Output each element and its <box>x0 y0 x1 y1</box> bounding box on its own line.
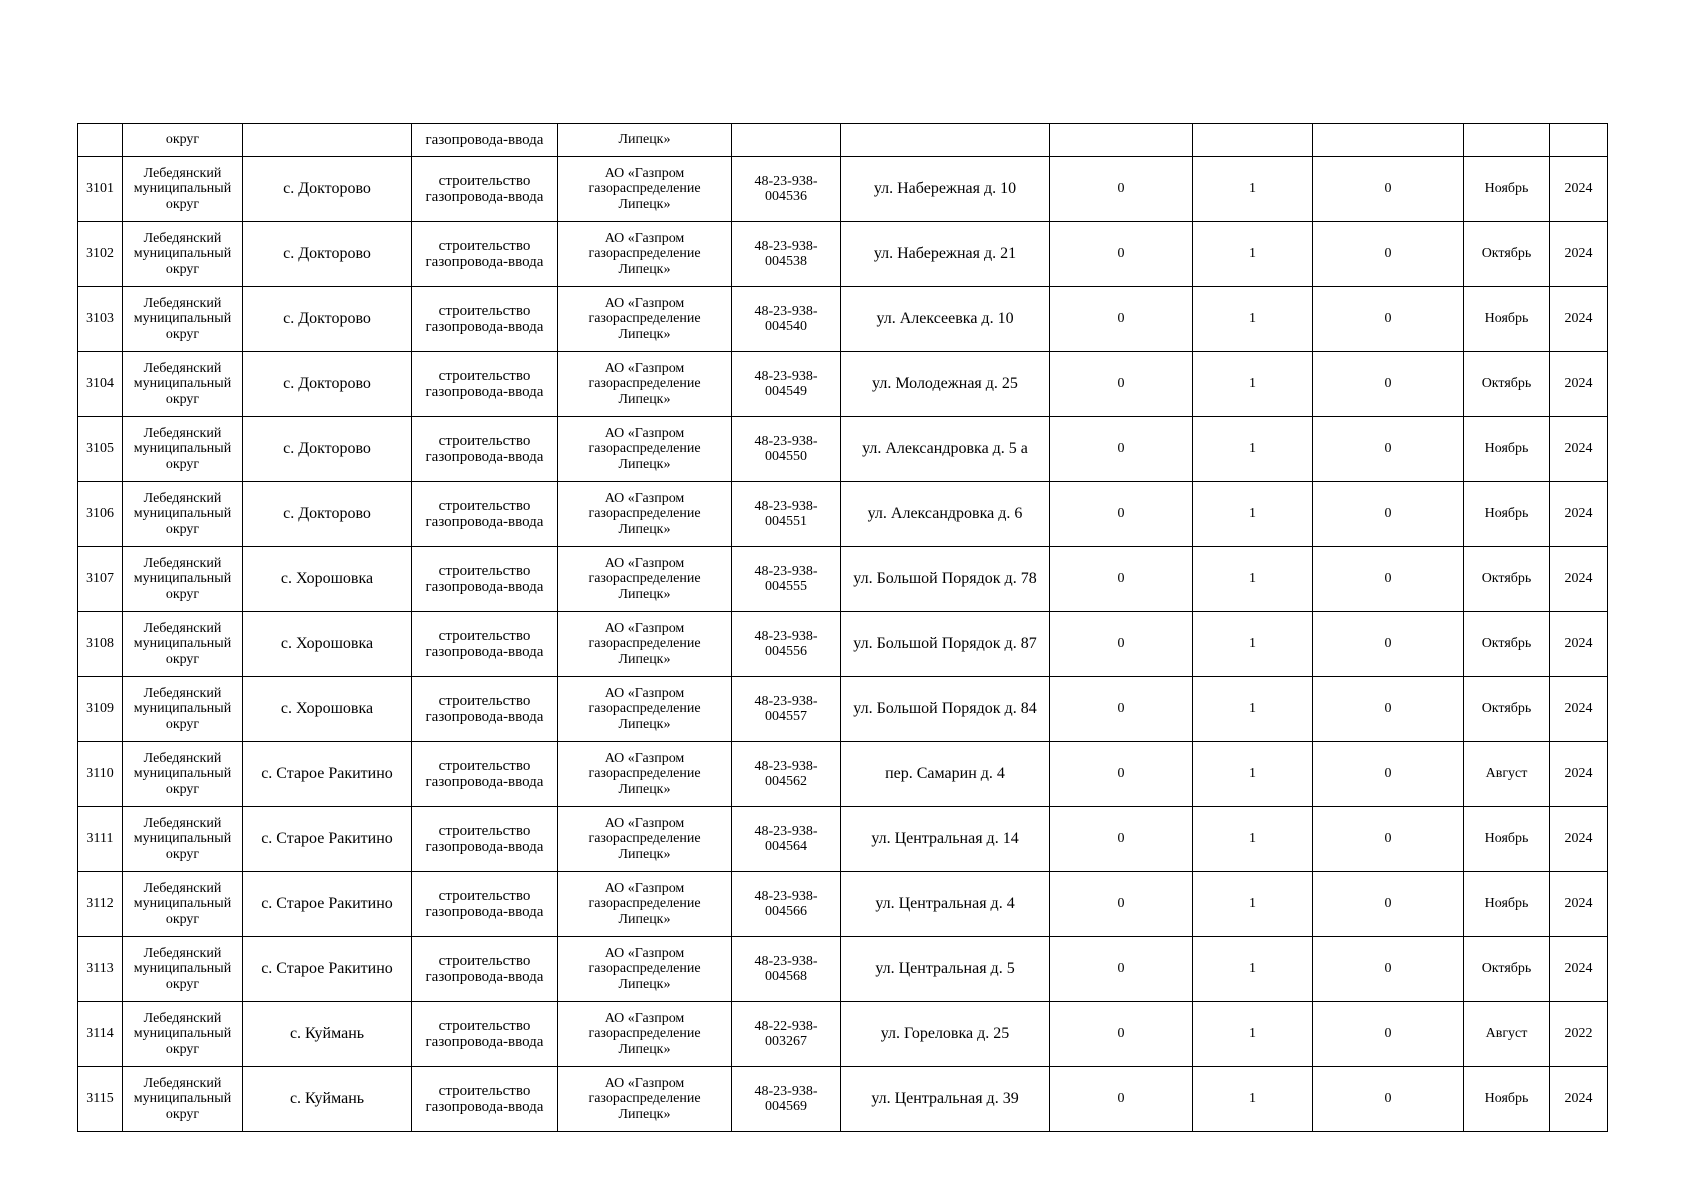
table-row <box>78 417 1608 482</box>
value-2-cell: 1 <box>1193 547 1313 612</box>
work-type-cell: газопровода-ввода <box>412 124 558 157</box>
month-cell: Ноябрь <box>1464 872 1550 937</box>
table-row <box>78 157 1608 222</box>
work-type-cell: строительство газопровода-ввода <box>412 742 558 807</box>
value-1-cell <box>1050 124 1193 157</box>
municipality-cell: Лебедянский муниципальный округ <box>123 807 243 872</box>
value-3-cell: 0 <box>1313 157 1464 222</box>
object-code-cell: 48-23-938-004568 <box>732 937 841 1002</box>
value-1-cell: 0 <box>1050 677 1193 742</box>
address-cell: ул. Центральная д. 14 <box>841 807 1050 872</box>
value-1-cell: 0 <box>1050 482 1193 547</box>
value-2-cell: 1 <box>1193 612 1313 677</box>
value-1-cell: 0 <box>1050 742 1193 807</box>
object-code-cell: 48-23-938-004566 <box>732 872 841 937</box>
locality-cell: с. Куймань <box>243 1002 412 1067</box>
work-type-cell: строительство газопровода-ввода <box>412 482 558 547</box>
locality-cell: с. Хорошовка <box>243 677 412 742</box>
address-cell: ул. Центральная д. 4 <box>841 872 1050 937</box>
value-3-cell: 0 <box>1313 807 1464 872</box>
value-3-cell: 0 <box>1313 482 1464 547</box>
month-cell: Октябрь <box>1464 222 1550 287</box>
address-cell: ул. Набережная д. 10 <box>841 157 1050 222</box>
row-number-cell: 3103 <box>78 287 123 352</box>
work-type-cell: строительство газопровода-ввода <box>412 1067 558 1132</box>
municipality-cell: Лебедянский муниципальный округ <box>123 612 243 677</box>
address-cell: ул. Центральная д. 39 <box>841 1067 1050 1132</box>
organization-cell: АО «Газпром газораспределение Липецк» <box>558 157 732 222</box>
table-row <box>78 352 1608 417</box>
work-type-cell: строительство газопровода-ввода <box>412 352 558 417</box>
value-2-cell: 1 <box>1193 1002 1313 1067</box>
value-1-cell: 0 <box>1050 157 1193 222</box>
work-type-cell: строительство газопровода-ввода <box>412 937 558 1002</box>
table-row <box>78 1002 1608 1067</box>
month-cell: Ноябрь <box>1464 807 1550 872</box>
year-cell: 2022 <box>1550 1002 1608 1067</box>
table-row <box>78 222 1608 287</box>
organization-cell: АО «Газпром газораспределение Липецк» <box>558 807 732 872</box>
address-cell: ул. Большой Порядок д. 78 <box>841 547 1050 612</box>
locality-cell: с. Старое Ракитино <box>243 742 412 807</box>
value-3-cell: 0 <box>1313 1067 1464 1132</box>
year-cell: 2024 <box>1550 287 1608 352</box>
value-1-cell: 0 <box>1050 1067 1193 1132</box>
object-code-cell: 48-23-938-004549 <box>732 352 841 417</box>
locality-cell: с. Докторово <box>243 482 412 547</box>
continuation-row <box>78 124 1608 157</box>
municipality-cell: Лебедянский муниципальный округ <box>123 157 243 222</box>
value-1-cell: 0 <box>1050 872 1193 937</box>
municipality-cell: Лебедянский муниципальный округ <box>123 222 243 287</box>
object-code-cell: 48-23-938-004557 <box>732 677 841 742</box>
table-row <box>78 482 1608 547</box>
value-3-cell: 0 <box>1313 1002 1464 1067</box>
value-2-cell: 1 <box>1193 287 1313 352</box>
locality-cell: с. Докторово <box>243 417 412 482</box>
value-1-cell: 0 <box>1050 547 1193 612</box>
year-cell: 2024 <box>1550 1067 1608 1132</box>
locality-cell: с. Хорошовка <box>243 547 412 612</box>
row-number-cell: 3109 <box>78 677 123 742</box>
municipality-cell: Лебедянский муниципальный округ <box>123 547 243 612</box>
table-row <box>78 742 1608 807</box>
organization-cell: АО «Газпром газораспределение Липецк» <box>558 547 732 612</box>
month-cell: Ноябрь <box>1464 287 1550 352</box>
municipality-cell: Лебедянский муниципальный округ <box>123 1002 243 1067</box>
gasification-table <box>77 123 1608 1132</box>
row-number-cell <box>78 124 123 157</box>
object-code-cell: 48-23-938-004555 <box>732 547 841 612</box>
row-number-cell: 3112 <box>78 872 123 937</box>
month-cell: Август <box>1464 742 1550 807</box>
year-cell: 2024 <box>1550 807 1608 872</box>
locality-cell: с. Докторово <box>243 222 412 287</box>
month-cell: Август <box>1464 1002 1550 1067</box>
month-cell: Октябрь <box>1464 677 1550 742</box>
year-cell: 2024 <box>1550 157 1608 222</box>
work-type-cell: строительство газопровода-ввода <box>412 677 558 742</box>
organization-cell: АО «Газпром газораспределение Липецк» <box>558 352 732 417</box>
address-cell: ул. Гореловка д. 25 <box>841 1002 1050 1067</box>
row-number-cell: 3106 <box>78 482 123 547</box>
object-code-cell: 48-23-938-004550 <box>732 417 841 482</box>
value-2-cell: 1 <box>1193 482 1313 547</box>
organization-cell: АО «Газпром газораспределение Липецк» <box>558 612 732 677</box>
year-cell: 2024 <box>1550 612 1608 677</box>
organization-cell: АО «Газпром газораспределение Липецк» <box>558 937 732 1002</box>
locality-cell <box>243 124 412 157</box>
value-2-cell: 1 <box>1193 157 1313 222</box>
value-2-cell <box>1193 124 1313 157</box>
value-1-cell: 0 <box>1050 287 1193 352</box>
work-type-cell: строительство газопровода-ввода <box>412 807 558 872</box>
municipality-cell: Лебедянский муниципальный округ <box>123 1067 243 1132</box>
organization-cell: АО «Газпром газораспределение Липецк» <box>558 1067 732 1132</box>
address-cell: ул. Алексеевка д. 10 <box>841 287 1050 352</box>
value-3-cell: 0 <box>1313 417 1464 482</box>
work-type-cell: строительство газопровода-ввода <box>412 872 558 937</box>
address-cell: ул. Большой Порядок д. 84 <box>841 677 1050 742</box>
address-cell: ул. Александровка д. 6 <box>841 482 1050 547</box>
year-cell: 2024 <box>1550 222 1608 287</box>
value-1-cell: 0 <box>1050 937 1193 1002</box>
value-2-cell: 1 <box>1193 222 1313 287</box>
object-code-cell: 48-23-938-004564 <box>732 807 841 872</box>
year-cell: 2024 <box>1550 417 1608 482</box>
organization-cell: АО «Газпром газораспределение Липецк» <box>558 417 732 482</box>
value-3-cell: 0 <box>1313 352 1464 417</box>
value-2-cell: 1 <box>1193 807 1313 872</box>
value-3-cell <box>1313 124 1464 157</box>
municipality-cell: Лебедянский муниципальный округ <box>123 482 243 547</box>
object-code-cell: 48-23-938-004569 <box>732 1067 841 1132</box>
work-type-cell: строительство газопровода-ввода <box>412 222 558 287</box>
value-2-cell: 1 <box>1193 872 1313 937</box>
value-3-cell: 0 <box>1313 222 1464 287</box>
value-2-cell: 1 <box>1193 742 1313 807</box>
value-2-cell: 1 <box>1193 677 1313 742</box>
municipality-cell: Лебедянский муниципальный округ <box>123 417 243 482</box>
value-3-cell: 0 <box>1313 937 1464 1002</box>
address-cell: ул. Молодежная д. 25 <box>841 352 1050 417</box>
municipality-cell: Лебедянский муниципальный округ <box>123 742 243 807</box>
object-code-cell: 48-23-938-004536 <box>732 157 841 222</box>
value-1-cell: 0 <box>1050 1002 1193 1067</box>
locality-cell: с. Хорошовка <box>243 612 412 677</box>
organization-cell: АО «Газпром газораспределение Липецк» <box>558 222 732 287</box>
work-type-cell: строительство газопровода-ввода <box>412 612 558 677</box>
organization-cell: АО «Газпром газораспределение Липецк» <box>558 287 732 352</box>
work-type-cell: строительство газопровода-ввода <box>412 1002 558 1067</box>
year-cell: 2024 <box>1550 547 1608 612</box>
row-number-cell: 3114 <box>78 1002 123 1067</box>
organization-cell: АО «Газпром газораспределение Липецк» <box>558 872 732 937</box>
value-1-cell: 0 <box>1050 612 1193 677</box>
organization-cell: АО «Газпром газораспределение Липецк» <box>558 482 732 547</box>
object-code-cell: 48-23-938-004538 <box>732 222 841 287</box>
object-code-cell: 48-23-938-004540 <box>732 287 841 352</box>
year-cell: 2024 <box>1550 937 1608 1002</box>
work-type-cell: строительство газопровода-ввода <box>412 547 558 612</box>
value-1-cell: 0 <box>1050 352 1193 417</box>
table-row <box>78 937 1608 1002</box>
object-code-cell: 48-23-938-004556 <box>732 612 841 677</box>
address-cell <box>841 124 1050 157</box>
value-3-cell: 0 <box>1313 677 1464 742</box>
value-2-cell: 1 <box>1193 937 1313 1002</box>
work-type-cell: строительство газопровода-ввода <box>412 417 558 482</box>
month-cell: Октябрь <box>1464 937 1550 1002</box>
table-row <box>78 872 1608 937</box>
municipality-cell: Лебедянский муниципальный округ <box>123 937 243 1002</box>
locality-cell: с. Докторово <box>243 287 412 352</box>
row-number-cell: 3104 <box>78 352 123 417</box>
organization-cell: АО «Газпром газораспределение Липецк» <box>558 1002 732 1067</box>
municipality-cell: Лебедянский муниципальный округ <box>123 872 243 937</box>
address-cell: ул. Большой Порядок д. 87 <box>841 612 1050 677</box>
locality-cell: с. Старое Ракитино <box>243 872 412 937</box>
value-1-cell: 0 <box>1050 807 1193 872</box>
year-cell: 2024 <box>1550 742 1608 807</box>
table-row <box>78 547 1608 612</box>
object-code-cell: 48-23-938-004551 <box>732 482 841 547</box>
organization-cell: Липецк» <box>558 124 732 157</box>
row-number-cell: 3101 <box>78 157 123 222</box>
locality-cell: с. Докторово <box>243 157 412 222</box>
row-number-cell: 3111 <box>78 807 123 872</box>
value-3-cell: 0 <box>1313 547 1464 612</box>
month-cell: Ноябрь <box>1464 157 1550 222</box>
value-2-cell: 1 <box>1193 1067 1313 1132</box>
locality-cell: с. Докторово <box>243 352 412 417</box>
year-cell <box>1550 124 1608 157</box>
month-cell: Октябрь <box>1464 612 1550 677</box>
row-number-cell: 3108 <box>78 612 123 677</box>
year-cell: 2024 <box>1550 872 1608 937</box>
table-row <box>78 807 1608 872</box>
table-row <box>78 612 1608 677</box>
value-2-cell: 1 <box>1193 352 1313 417</box>
value-1-cell: 0 <box>1050 417 1193 482</box>
municipality-cell: Лебедянский муниципальный округ <box>123 677 243 742</box>
row-number-cell: 3107 <box>78 547 123 612</box>
value-3-cell: 0 <box>1313 612 1464 677</box>
row-number-cell: 3113 <box>78 937 123 1002</box>
row-number-cell: 3105 <box>78 417 123 482</box>
month-cell: Октябрь <box>1464 352 1550 417</box>
month-cell <box>1464 124 1550 157</box>
address-cell: ул. Набережная д. 21 <box>841 222 1050 287</box>
locality-cell: с. Старое Ракитино <box>243 807 412 872</box>
value-2-cell: 1 <box>1193 417 1313 482</box>
table-body <box>78 124 1608 1132</box>
year-cell: 2024 <box>1550 352 1608 417</box>
row-number-cell: 3102 <box>78 222 123 287</box>
value-1-cell: 0 <box>1050 222 1193 287</box>
value-3-cell: 0 <box>1313 742 1464 807</box>
table-row <box>78 287 1608 352</box>
value-3-cell: 0 <box>1313 287 1464 352</box>
object-code-cell: 48-23-938-004562 <box>732 742 841 807</box>
month-cell: Октябрь <box>1464 547 1550 612</box>
year-cell: 2024 <box>1550 482 1608 547</box>
address-cell: ул. Александровка д. 5 а <box>841 417 1050 482</box>
locality-cell: с. Старое Ракитино <box>243 937 412 1002</box>
municipality-cell: округ <box>123 124 243 157</box>
month-cell: Ноябрь <box>1464 1067 1550 1132</box>
organization-cell: АО «Газпром газораспределение Липецк» <box>558 677 732 742</box>
table-row <box>78 1067 1608 1132</box>
locality-cell: с. Куймань <box>243 1067 412 1132</box>
organization-cell: АО «Газпром газораспределение Липецк» <box>558 742 732 807</box>
object-code-cell: 48-22-938-003267 <box>732 1002 841 1067</box>
month-cell: Ноябрь <box>1464 482 1550 547</box>
work-type-cell: строительство газопровода-ввода <box>412 157 558 222</box>
year-cell: 2024 <box>1550 677 1608 742</box>
municipality-cell: Лебедянский муниципальный округ <box>123 287 243 352</box>
address-cell: ул. Центральная д. 5 <box>841 937 1050 1002</box>
row-number-cell: 3115 <box>78 1067 123 1132</box>
work-type-cell: строительство газопровода-ввода <box>412 287 558 352</box>
value-3-cell: 0 <box>1313 872 1464 937</box>
month-cell: Ноябрь <box>1464 417 1550 482</box>
address-cell: пер. Самарин д. 4 <box>841 742 1050 807</box>
table-row <box>78 677 1608 742</box>
object-code-cell <box>732 124 841 157</box>
municipality-cell: Лебедянский муниципальный округ <box>123 352 243 417</box>
row-number-cell: 3110 <box>78 742 123 807</box>
